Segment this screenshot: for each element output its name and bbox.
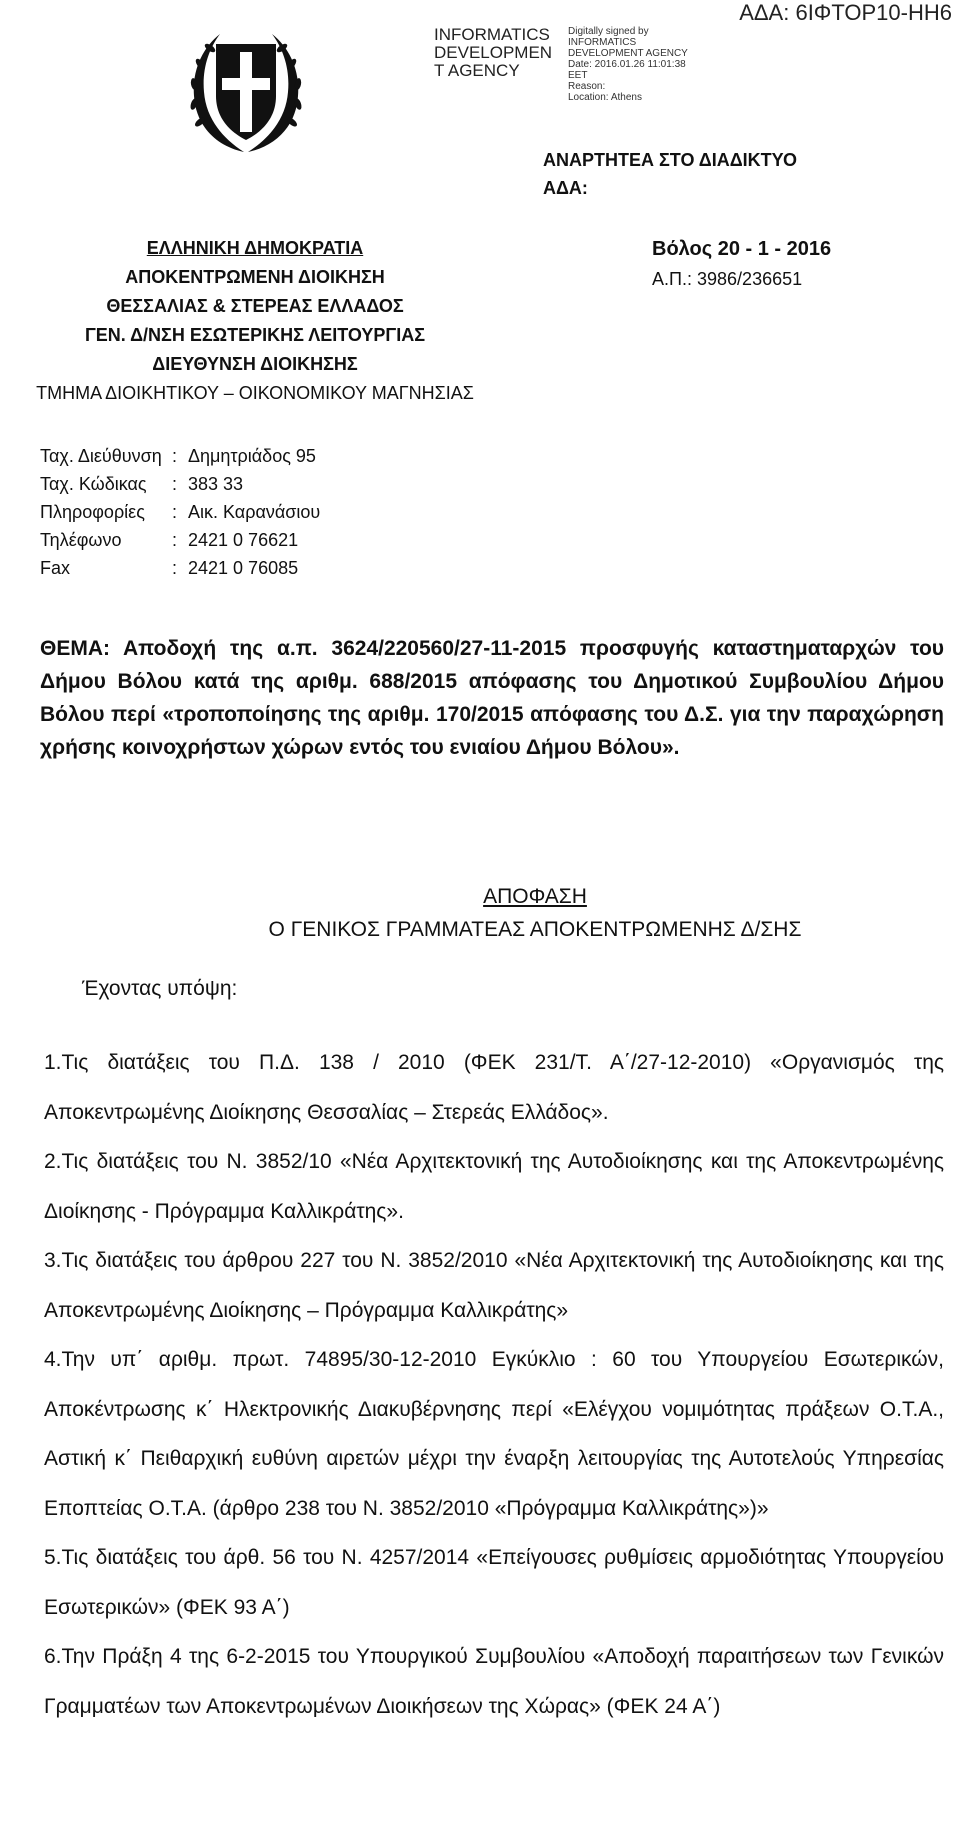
header-line: ΑΠΟΚΕΝΤΡΩΜΕΝΗ ΔΙΟΙΚΗΣΗ bbox=[125, 267, 385, 287]
city-date: Βόλος 20 - 1 - 2016 bbox=[652, 238, 832, 260]
header-line: ΘΕΣΣΑΛΙΑΣ & ΣΤΕΡΕΑΣ ΕΛΛΑΔΟΣ bbox=[106, 296, 404, 316]
list-item: 5.Τις διατάξεις του άρθ. 56 του Ν. 4257/2014 «Επείγουσες ρυθμίσεις αρμοδιότητας Υπουργείου Εσωτερικών» (ΦΕΚ 93 Α΄) bbox=[44, 1546, 944, 1619]
decision-title: ΑΠΟΦΑΣΗ bbox=[483, 885, 587, 908]
contact-row: Τηλέφωνο : 2421 0 76621 bbox=[40, 526, 320, 554]
contact-label: Τηλέφωνο bbox=[40, 530, 122, 550]
contact-label: Ταχ. Διεύθυνση bbox=[40, 446, 162, 466]
protocol-number: Α.Π.: 3986/236651 bbox=[652, 269, 803, 289]
header-line: ΓΕΝ. Δ/ΝΣΗ ΕΣΩΤΕΡΙΚΗΣ ΛΕΙΤΟΥΡΓΙΑΣ bbox=[84, 325, 426, 345]
list-item: 1.Τις διατάξεις του Π.Δ. 138 / 2010 (ΦΕΚ 231/Τ. Α΄/27-12-2010) «Οργανισμός της Αποκεντρωμένης Διοίκησης Θεσσαλίας – Στερεάς Ελλάδος». bbox=[44, 1051, 944, 1124]
subject-paragraph: ΘΕΜΑ: Αποδοχή της α.π. 3624/220560/27-11-2015 προσφυγής καταστηματαρχών του Δήμου Βόλου κατά της αριθμ. 688/2015 απόφασης του Δημοτικού Συμβουλίου Δήμου Βόλου περί «τροποποίησης της αριθμ. 170/2015 απόφασης του Δ.Σ. για την παραχώρηση χρήσης κοινοχρήστων χώρων εντός του ενιαίου Δήμου Βόλου». bbox=[40, 637, 944, 759]
post-online-note bbox=[543, 146, 797, 202]
decision-subtitle: Ο ΓΕΝΙΚΟΣ ΓΡΑΜΜΑΤΕΑΣ ΑΠΟΚΕΝΤΡΩΜΕΝΗΣ Δ/ΣΗΣ bbox=[268, 918, 802, 941]
considerations-list bbox=[44, 1038, 944, 1731]
contact-value: Δημητριάδος 95 bbox=[188, 446, 316, 466]
signature-detail-line: Reason: bbox=[568, 81, 606, 92]
contact-info bbox=[40, 442, 320, 582]
contact-value: Αικ. Καρανάσιου bbox=[188, 502, 321, 522]
signature-detail-line: DEVELOPMENT AGENCY bbox=[568, 48, 688, 59]
contact-row: Ταχ. Διεύθυνση : Δημητριάδος 95 bbox=[40, 442, 320, 470]
considering-label: Έχοντας υπόψη: bbox=[82, 977, 238, 1000]
post-note-line: ΑΔΑ: bbox=[543, 178, 588, 198]
contact-value: 383 33 bbox=[188, 474, 244, 494]
list-item: 3.Τις διατάξεις του άρθρου 227 του Ν. 3852/2010 «Νέα Αρχιτεκτονική της Αυτοδιοίκησης και της Αποκεντρωμένης Διοίκησης – Πρόγραμμα Καλλικράτης» bbox=[44, 1249, 944, 1322]
ada-number-top: ΑΔΑ: 6ΙΦΤΟΡ10-ΗΗ6 bbox=[739, 0, 952, 25]
decision-heading bbox=[0, 880, 960, 946]
signature-detail-line: INFORMATICS bbox=[568, 37, 637, 48]
contact-label: Πληροφορίες bbox=[40, 502, 145, 522]
signature-organization bbox=[434, 26, 564, 80]
contact-row: Fax : 2421 0 76085 bbox=[40, 554, 320, 582]
signature-detail-line: Date: 2016.01.26 11:01:38 bbox=[568, 59, 686, 70]
contact-label: Ταχ. Κώδικας bbox=[40, 474, 147, 494]
contact-label: Fax bbox=[40, 558, 71, 578]
signature-details bbox=[568, 26, 728, 103]
contact-value: 2421 0 76621 bbox=[188, 530, 299, 550]
header-line: ΤΜΗΜΑ ΔΙΟΙΚΗΤΙΚΟΥ – ΟΙΚΟΝΟΜΙΚΟΥ ΜΑΓΝΗΣΙΑΣ bbox=[36, 383, 474, 403]
contact-row: Πληροφορίες : Αικ. Καρανάσιου bbox=[40, 498, 320, 526]
post-note-line: ΑΝΑΡΤΗΤΕΑ ΣΤΟ ΔΙΑΔΙΚΤΥΟ bbox=[543, 150, 797, 170]
header-line: ΔΙΕΥΘΥΝΣΗ ΔΙΟΙΚΗΣΗΣ bbox=[152, 354, 358, 374]
list-item: 6.Την Πράξη 4 της 6-2-2015 του Υπουργικού Συμβουλίου «Αποδοχή παραιτήσεων των Γενικών Γραμματέων των Αποκεντρωμένων Διοικήσεων της Χώρας» (ΦΕΚ 24 Α΄) bbox=[44, 1645, 944, 1718]
coat-of-arms-icon bbox=[186, 26, 306, 158]
signature-detail-line: Location: Athens bbox=[568, 92, 642, 103]
list-item: 2.Τις διατάξεις του Ν. 3852/10 «Νέα Αρχιτεκτονική της Αυτοδιοίκησης και της Αποκεντρωμένης Διοίκησης - Πρόγραμμα Καλλικράτης». bbox=[44, 1150, 944, 1223]
contact-value: 2421 0 76085 bbox=[188, 558, 299, 578]
signature-detail-line: Digitally signed by bbox=[568, 26, 649, 37]
signature-org-line: DEVELOPMEN bbox=[434, 43, 553, 62]
signature-org-line: INFORMATICS bbox=[434, 25, 550, 44]
header-line: ΕΛΛΗΝΙΚΗ ΔΗΜΟΚΡΑΤΙΑ bbox=[146, 238, 364, 258]
greek-emblem bbox=[186, 26, 306, 158]
contact-row: Ταχ. Κώδικας : 383 33 bbox=[40, 470, 320, 498]
list-item: 4.Την υπ΄ αριθμ. πρωτ. 74895/30-12-2010 Εγκύκλιο : 60 του Υπουργείου Εσωτερικών, Αποκέντρωσης κ΄ Ηλεκτρονικής Διακυβέρνησης περί «Ελέγχου νομιμότητας πράξεων Ο.Τ.Α., Αστική κ΄ Πειθαρχική ευθύνη αιρετών μέχρι την έναρξη λειτουργίας της Αυτοτελούς Υπηρεσίας Εποπτείας Ο.Τ.Α. (άρθρο 238 του Ν. 3852/2010 «Πρόγραμμα Καλλικράτης»)» bbox=[44, 1348, 944, 1520]
signature-org-line: T AGENCY bbox=[434, 61, 520, 80]
authority-header bbox=[0, 234, 510, 408]
signature-detail-line: EET bbox=[568, 70, 588, 81]
